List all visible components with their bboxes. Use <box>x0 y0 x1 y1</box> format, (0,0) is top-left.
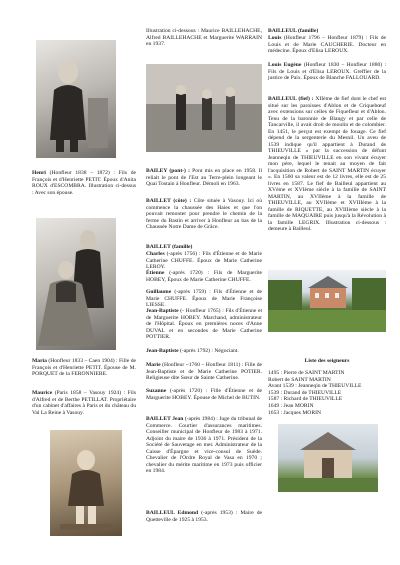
entry-bailleul-edmond: BAILLEUL Edmond (-après 1953) : Maire de Quetteville de 1925 à 1953. <box>146 510 262 523</box>
list-item: 1587 : Richard de THIEUVILLE <box>268 396 343 403</box>
bailleul-entry: Louis (Honfleur 1796 – Honfleur 1879) : Fils de Louis et de Marie CAUCHERIE. Docteur en médecine. Époux d'Elisa LEROUX. <box>268 35 386 54</box>
family-entry: Jean-Baptiste (-après 1792) : Négociant. <box>146 348 239 354</box>
house-icon <box>268 270 386 332</box>
family-entry: Marie (Honfleur ~1760 – Honfleur 1811) : Fille de Jean-Baptiste et de Marie Catherine POTIER. Religieuse dite Sœur de Sainte Catherine. <box>146 362 262 381</box>
photo-henri-portrait <box>36 40 116 158</box>
photo-chapelle <box>278 424 378 492</box>
heading-bailleul-famille: BAILLEUL (famille) <box>268 28 319 34</box>
list-item: Robert de SAINT MARTIN <box>268 376 331 383</box>
entry-henri: Henri (Honfleur 1838 – 1872) : Fils de François et d'Henriette PETIT. Époux d'Anita ROUX d'ESCOMBRA. Illustration ci-dessus : Avec son épouse. <box>32 170 136 196</box>
entry-maria: Maria (Honfleur 1833 – Caen 1904) : Fille de François et d'Henriette PETIT. Épouse de M. PORQUET de la FERONNIERE. <box>32 358 136 377</box>
couple-figure-icon <box>36 218 116 350</box>
photo-couple-portrait <box>36 218 116 350</box>
photo-group-1937 <box>146 64 262 152</box>
child-figure-icon <box>50 430 122 536</box>
list-item: Avant 1539 : Jeanneqin de THIEUVILLE <box>268 383 362 390</box>
heading-baillet-famille: BAILLET (famille) <box>146 244 193 250</box>
family-entry: Charles (-après 1756) : Fils d'Étienne et de Marie Catherine CHUFFE. Époux de Marie Catherine LEROY. <box>146 251 262 270</box>
entry-baillet-cote: BAILLET (côte) : Côte située à Vasouy. Ici où commence la chaussée des Haies et que l'on pouvait remonter pour prendre le chemin de la ferme du Bastin et arriver à Honfleur au bas de la Chaussée Notre Dame de Grâce. <box>146 198 263 230</box>
list-item: 1539 : Durand de THIEUVILLE <box>268 389 342 396</box>
group-figures-icon <box>146 64 262 152</box>
family-entry: Suzanne (-après 1720) : Fille d'Étienne et de Marguerite HOBEY. Épouse de Michel de BUTIN. <box>146 388 262 401</box>
entry-bailleul-fief: BAILLEUL (fief) : XIIème de fief dont le chef est situé sur les paroisses d'Ablon et de Criquebœuf avec extensions sur celles de Fiquefleur et d'Ablon. Tenu de la baronnie de Blangy et par celle de Tancarville, il avait droit de moulin et de colombier. En 1451, le perçut est exempt de fouage. Ce fief dépend de la sergenterie du Mesnil. Un aveu de 1539 indique qu'il appartient à Durand de THIEUVILLE « par la succession de défunt Jeanneqin de THIEUVILLE en son vivant écuyer mon père, lequel le tenait au moyen de fait l'acquisition de Robert de SAINT MARTIN écuyer ». En 1560 sa valeur est de 12 livres, elle est de 25 livres en 1587. Le fief de Bailleul appartient au XVème et XVIème siècle à la famille de SAINT MARTIN, au XVIIème à la famille de THIEUVILLE, au XVIIème et XVIIIème à la famille de RIQUETTE, au XVIIIème siècle à la famille de MAQUAIRE puis jusqu'à la Révolution à la famille LEGRIX. Illustration ci-dessous : demeure à Bailleul. <box>268 96 386 232</box>
caption-top-center: Illustration ci-dessous : Maurice BAILLEHACHE, Alfred BAILLEHACHE et Marguerite WARRAIN en 1937. <box>146 28 262 47</box>
photo-demeure-bailleul <box>268 270 386 332</box>
man-figure-icon <box>36 40 116 158</box>
list-item: 1653 : Jacques MORIN <box>268 409 321 416</box>
family-entry: Étienne (-après 1720) : Fils de Marguerite HOBEY, Époux de Marie Catherine CHUFFE. <box>146 270 262 283</box>
photo-child-portrait <box>50 430 122 536</box>
entry-bailey-pont: BAILEY (pont-) : Pont mis en place en 1958. Il reliait le pont de l'Est au Terre-plein longeant le Quai Tostain à Honfleur. Démoli en 1963. <box>146 168 263 187</box>
entry-maurice: Maurice (Paris 1858 – Vasouy 1924) : Fils d'Alfred et de Berthe PETILLAT. Propriétaire d'un cabinet d'affaires à Paris et du château du Val La Reine à Vasouy. <box>32 390 136 416</box>
chapel-icon <box>278 424 378 492</box>
family-entry: Guillaume (-après 1759) : Fils d'Étienne et de Marie CHUFFE. Époux de Marie Françoise LIESSE. <box>146 289 262 308</box>
family-entry: Jean-Baptiste (- Honfleur 1765) : Fils d'Étienne et de Marguerite HOBEY. Marchand, administrateur de l'Hôpital. Époux en premières noces d'Anne DUVAL et en secondes de Marie Catherine POTTIER. <box>146 308 262 340</box>
seigneurs-list <box>268 370 386 416</box>
list-item: 1649 : Jean MORIN <box>268 402 314 409</box>
entry-baillet-jean: BAILLET Jean (-après 1984) : Juge du tribunal de Commerce. Courtier d'assurances maritimes. Conseiller municipal de Honfleur de 1983 à 1971. Adjoint du maire de 1936 à 1971. Président de la Société de Sauvetage en mer. Administrateur de la Caisse d'Épargne et vice-consul de Suède. Chevalier de l'Ordre Royal de Vasa en 1970 ; chevalier du mérite maritime en 1973 puis officier en 1984. <box>146 416 262 474</box>
heading-liste-seigneurs: Liste des seigneurs <box>304 358 350 364</box>
list-item: 1495 : Pierre de SAINT MARTIN <box>268 370 345 376</box>
bailleul-entry: Louis Eugène (Honfleur 1830 – Honfleur 1880) : Fils de Louis et d'Elisa LEROUX. Greffier de la justice de Paix. Époux de Blanche FALLOUARD. <box>268 62 386 81</box>
